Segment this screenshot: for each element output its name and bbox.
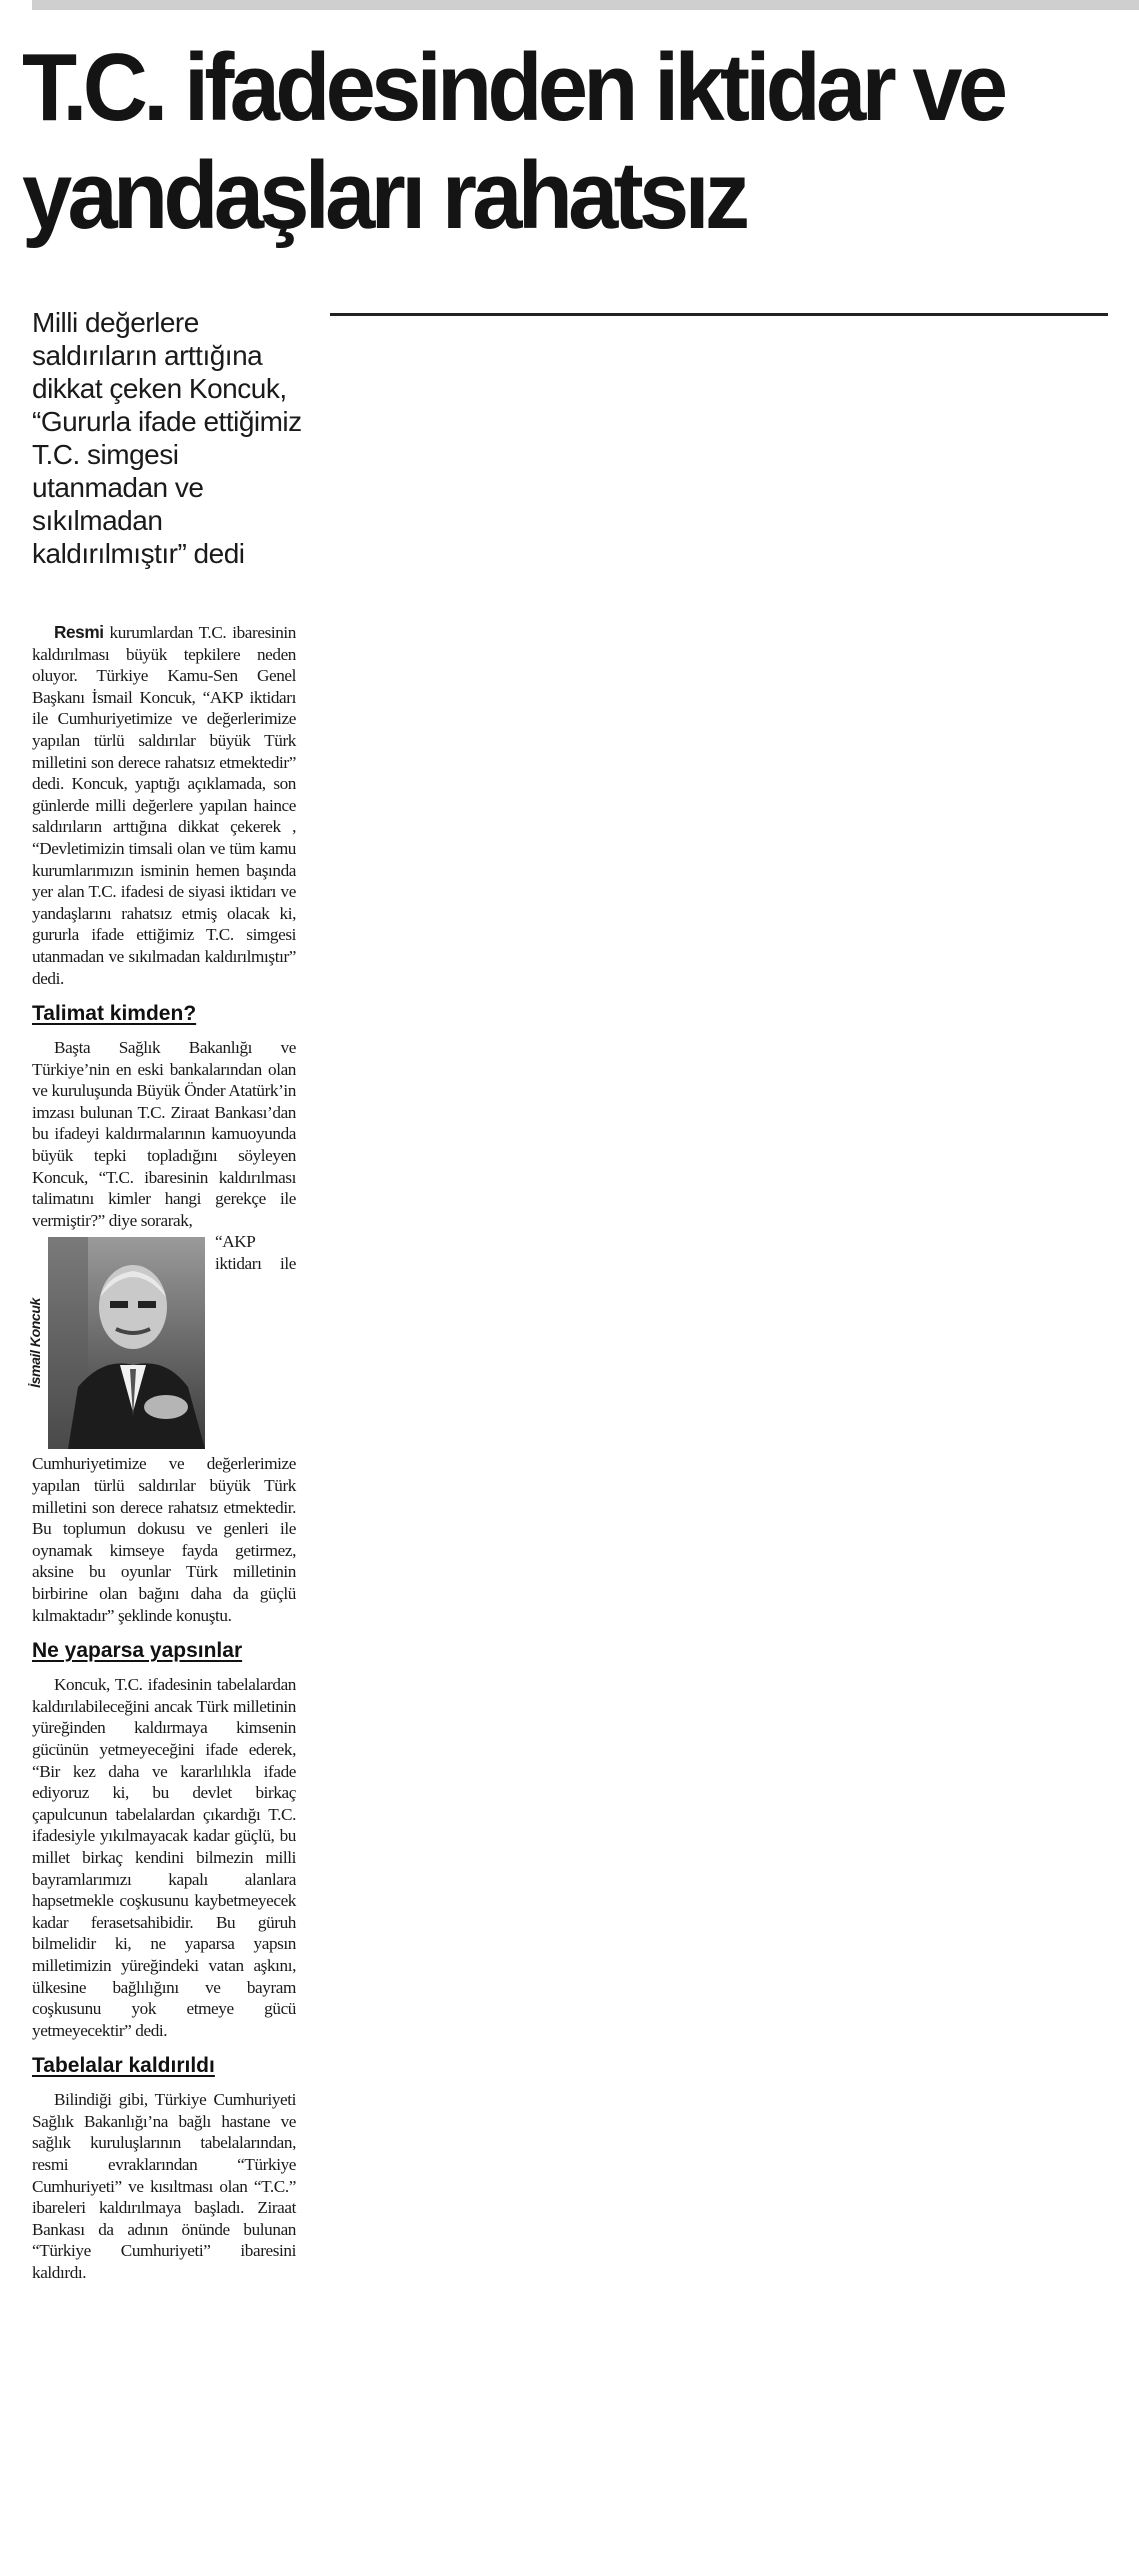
- paragraph-2: Başta Sağlık Bakanlığı ve Türkiye’nin en eski bankalarından olan ve kuruluşunda Büyük Önder Atatürk’in imzası bulunan T.C. Ziraat Bankası’dan bu ifadeyi kaldırmalarının kamuoyunda büyük tepki topladığını söyleyen Koncuk, “T.C. ibaresinin kaldırılması talimatını kimler hangi gerekçe ile vermiştir?” diye sorarak,: [32, 1038, 296, 1230]
- subhead-ne-yaparsa: Ne yaparsa yapsınlar: [32, 1639, 243, 1663]
- divider-rule: [330, 313, 1108, 316]
- lead-word: Resmi: [54, 622, 104, 642]
- paragraph-2b: “AKP iktidarı ile Cumhuriyetimize ve değerlerimize yapılan türlü saldırılar büyük Türk milletini son derece rahatsız etmektedir. Bu toplumun dokusu ve genleri ile oynamak kimseye fayda getirmez, aksine bu oyunlar Türk milletinin birbirine olan bağını daha da güçlü kılmaktadır” şeklinde konuştu.: [32, 1232, 296, 1625]
- paragraph-1-text: kurumlardan T.C. ibaresinin kaldırılması büyük tepkilere neden oluyor. Türkiye Kamu-Sen Genel Başkanı İsmail Koncuk, “AKP iktidarı ile Cumhuriyetimize ve değerlerimize yapılan türlü saldırılar büyük Türk milletini son derece rahatsız etmektedir” dedi. Koncuk, yaptığı açıklamada, son günlerde milli değerlere yapılan haince saldırıların arttığına dikkat çekerek , “Devletimizin timsali olan ve tüm kamu kurumlarımızın isminin hemen başında yer alan T.C. ifadesi de siyasi iktidarı ve yandaşlarını rahatsız etmiş olacak ki, gururla ifade ettiğimiz T.C. simgesi utanmadan ve sıkılmadan kaldırılmıştır” dedi.: [32, 623, 296, 988]
- headline: T.C. ifadesinden iktidar ve yandaşları rahatsız: [22, 34, 1004, 249]
- paragraph-1: [32, 622, 296, 989]
- paragraph-4: Bilindiği gibi, Türkiye Cumhuriyeti Sağlık Bakanlığı’na bağlı hastane ve sağlık kuruluşlarının tabelalarından, resmi evraklarından “Türkiye Cumhuriyeti” ve kısıltması olan “T.C.” ibareleri kaldırılmaya başladı. Ziraat Bankası da adının önünde bulunan “Türkiye Cumhuriyeti” ibaresini kaldırdı.: [32, 2090, 296, 2283]
- photo-caption-text: İsmail Koncuk: [27, 1298, 44, 1389]
- photo-caption: [28, 1237, 44, 1449]
- photo-block: [27, 1237, 205, 1449]
- subhead-talimat: Talimat kimden?: [32, 1002, 197, 1026]
- paragraph-3: Koncuk, T.C. ifadesinin tabelalardan kaldırılabileceğini ancak Türk milletinin yüreğinden kaldırmaya kimsenin gücünün yetmeyeceğini ifade ederek, “Bir kez daha ve kararlılıkla ifade ediyoruz ki, bu devlet birkaç çapulcunun tabelalardan çıkardığı T.C. ifadesiyle yıkılmayacak kadar güçlü, bu millet birkaç kendini bilmezin milli bayramlarımızı kapalı alanlara hapsetmekle coşkusunu kaybetmeyecek kadar ferasetsahibidir. Bu güruh bilmelidir ki, ne yaparsa yapsın milletimizin yüreğindeki vatan aşkını, ülkesine bağlılığını ve bayram coşkusunu yok etmeye gücü yetmeyecektir” dedi.: [32, 1675, 296, 2040]
- spot-text: Milli değerlere saldırıların arttığına dikkat çeken Koncuk, “Gururla ifade ettiğimiz T.C. simgesi utanmadan ve sıkılmadan kaldırılmıştır” dedi: [32, 307, 302, 569]
- portrait-photo: [48, 1237, 205, 1449]
- article-column: [27, 622, 296, 2284]
- subhead-tabelalar: Tabelalar kaldırıldı: [32, 2054, 215, 2078]
- top-bar: [32, 0, 1139, 10]
